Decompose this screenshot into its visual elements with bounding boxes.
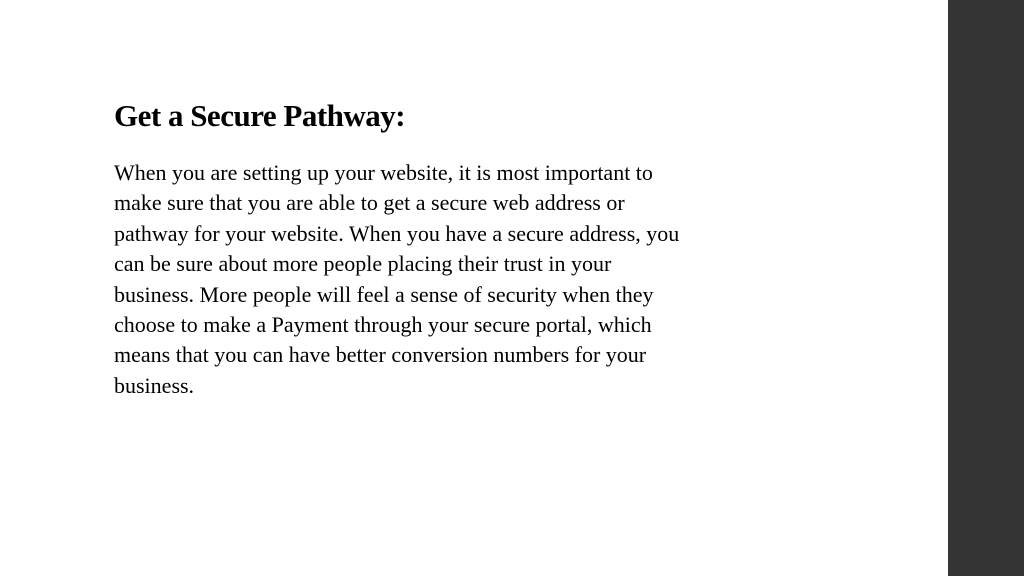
body-line-5: business. More people will feel a sense of security when they (114, 281, 654, 307)
slide-body-text (114, 158, 814, 401)
body-line-7: means that you can have better conversion numbers for your (114, 342, 647, 368)
slide-heading: Get a Secure Pathway: (114, 98, 406, 133)
body-line-3: pathway for your website. When you have a secure address, you (114, 220, 680, 246)
decorative-side-bar (948, 0, 1024, 576)
body-line-4: can be sure about more people placing their trust in your (114, 251, 612, 277)
body-line-8: business. (114, 372, 195, 398)
body-line-1: When you are setting up your website, it is most important to (114, 160, 653, 185)
body-line-6: choose to make a Payment through your secure portal, which (114, 312, 652, 338)
body-line-2: make sure that you are able to get a secure web address or (114, 190, 625, 216)
